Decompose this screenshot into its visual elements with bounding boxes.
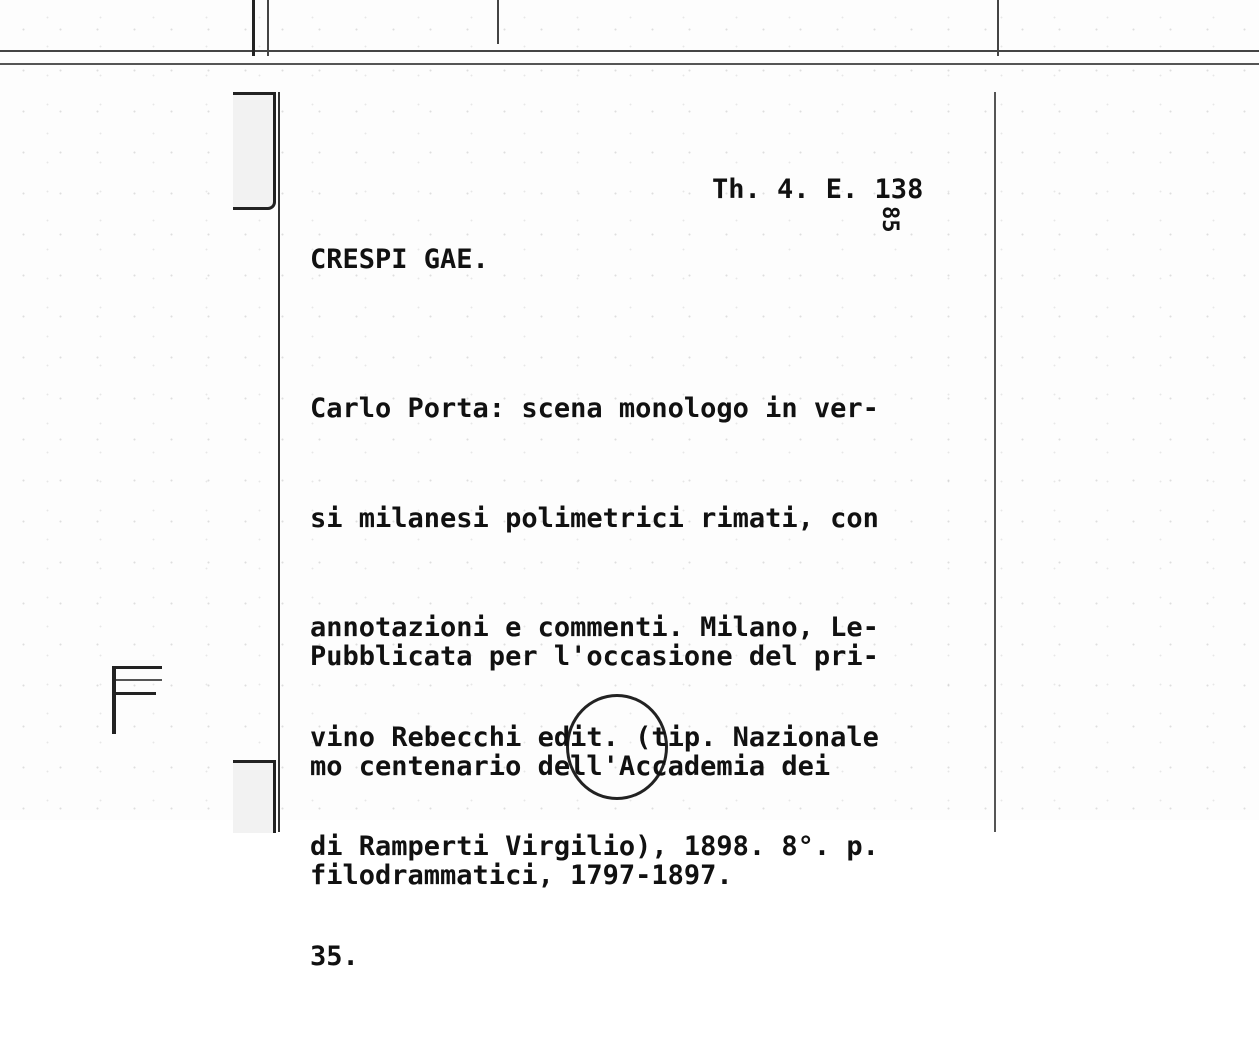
description-line: Carlo Porta: scena monologo in ver- <box>310 393 879 424</box>
upper-card-clip <box>252 0 269 56</box>
description-line: 35. <box>310 940 359 972</box>
upper-card-edge <box>0 50 1259 52</box>
description-line: vino Rebecchi edit. (tip. Nazionale <box>310 721 879 753</box>
corner-mark-icon <box>112 666 162 734</box>
upper-card-right-edge <box>997 0 999 56</box>
description-line: si milanesi polimetrici rimati, con <box>310 502 879 534</box>
shelfmark: Th. 4. E. 138 <box>712 174 924 205</box>
upper-card-mark <box>497 0 499 44</box>
note-line: Pubblicata per l'occasione del pri- <box>310 641 879 672</box>
card-clip-top <box>233 92 276 210</box>
note-block <box>310 566 879 968</box>
note-line: filodrammatici, 1797-1897. <box>310 860 733 891</box>
card-clip-bottom <box>233 760 276 833</box>
author-heading: CRESPI GAE. <box>310 244 489 275</box>
description-line: annotazioni e commenti. Milano, Le- <box>310 612 879 643</box>
upper-card-edge-lower <box>0 63 1259 65</box>
note-line: mo centenario dell'Accademia dei <box>310 750 831 782</box>
shelfmark-side-number: 85 <box>877 206 902 233</box>
description-line: di Ramperti Virgilio), 1898. 8°. p. <box>310 831 879 862</box>
